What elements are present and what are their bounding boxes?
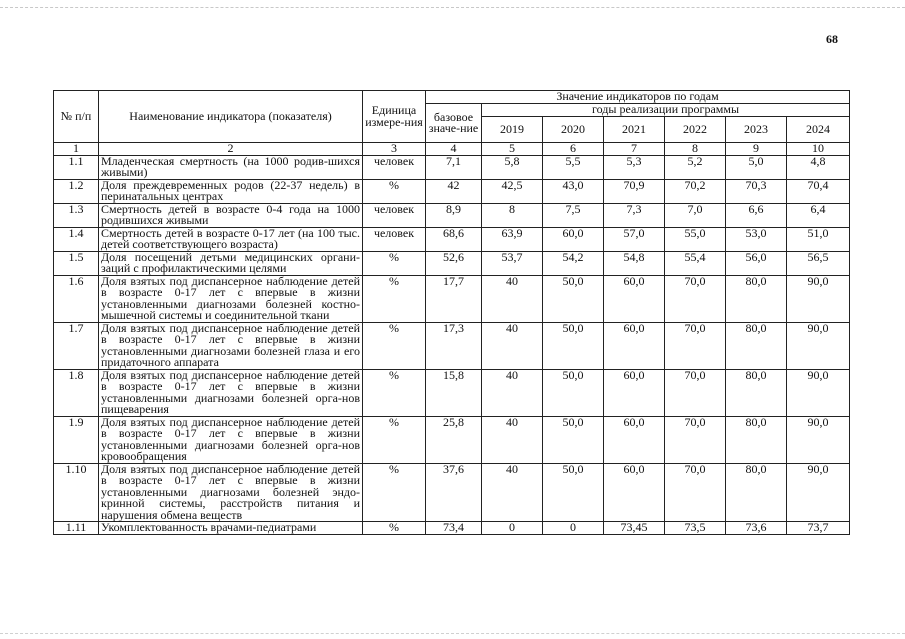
year-value: 73,7 bbox=[787, 522, 850, 535]
year-value: 54,2 bbox=[543, 251, 604, 275]
header-no: № п/п bbox=[54, 91, 99, 143]
row-number: 1.3 bbox=[54, 203, 99, 227]
year-value: 54,8 bbox=[604, 251, 665, 275]
indicator-unit: % bbox=[363, 251, 426, 275]
year-value: 7,0 bbox=[665, 203, 726, 227]
year-value: 73,45 bbox=[604, 522, 665, 535]
indicator-unit: человек bbox=[363, 155, 426, 179]
row-number: 1.11 bbox=[54, 522, 99, 535]
year-value: 80,0 bbox=[726, 275, 787, 322]
row-number: 1.9 bbox=[54, 416, 99, 463]
indicator-name: Младенческая смертность (на 1000 родив-шихся живыми) bbox=[99, 155, 363, 179]
year-value: 70,0 bbox=[665, 322, 726, 369]
table-row bbox=[54, 463, 850, 522]
year-value: 70,9 bbox=[604, 179, 665, 203]
header-base: базовое значе-ние bbox=[426, 104, 482, 143]
table-row bbox=[54, 251, 850, 275]
year-value: 40 bbox=[482, 275, 543, 322]
scan-edge-bottom bbox=[0, 633, 905, 634]
year-value: 55,4 bbox=[665, 251, 726, 275]
year-value: 90,0 bbox=[787, 416, 850, 463]
year-value: 43,0 bbox=[543, 179, 604, 203]
header-year: 2024 bbox=[787, 117, 850, 143]
column-number: 9 bbox=[726, 143, 787, 156]
row-number: 1.2 bbox=[54, 179, 99, 203]
year-value: 51,0 bbox=[787, 227, 850, 251]
year-value: 80,0 bbox=[726, 369, 787, 416]
year-value: 60,0 bbox=[543, 227, 604, 251]
indicator-unit: % bbox=[363, 522, 426, 535]
row-number: 1.8 bbox=[54, 369, 99, 416]
indicator-name: Доля взятых под диспансерное наблюдение детей в возрасте 0-17 лет с впервые в жизни установленными диагнозами болезней глаза и его придаточного аппарата bbox=[99, 322, 363, 369]
year-value: 80,0 bbox=[726, 463, 787, 522]
year-value: 70,2 bbox=[665, 179, 726, 203]
year-value: 63,9 bbox=[482, 227, 543, 251]
indicator-name: Доля взятых под диспансерное наблюдение детей в возрасте 0-17 лет с впервые в жизни установленными диагнозами болезней эндо-кринной системы, расстройств питания и нарушения обмена веществ bbox=[99, 463, 363, 522]
year-value: 60,0 bbox=[604, 369, 665, 416]
indicator-unit: % bbox=[363, 322, 426, 369]
table-row bbox=[54, 416, 850, 463]
year-value: 70,0 bbox=[665, 416, 726, 463]
indicator-name: Доля взятых под диспансерное наблюдение детей в возрасте 0-17 лет с впервые в жизни установленными диагнозами болезней костно-мышечной системы и соединительной ткани bbox=[99, 275, 363, 322]
page-number: 68 bbox=[826, 32, 838, 46]
table-row bbox=[54, 227, 850, 251]
year-value: 70,4 bbox=[787, 179, 850, 203]
year-value: 0 bbox=[543, 522, 604, 535]
header-name: Наименование индикатора (показателя) bbox=[99, 91, 363, 143]
year-value: 53,0 bbox=[726, 227, 787, 251]
base-value: 42 bbox=[426, 179, 482, 203]
indicator-unit: % bbox=[363, 369, 426, 416]
base-value: 8,9 bbox=[426, 203, 482, 227]
indicator-name: Укомплектованность врачами-педиатрами bbox=[99, 522, 363, 535]
indicator-name: Доля взятых под диспансерное наблюдение детей в возрасте 0-17 лет с впервые в жизни установленными диагнозами болезней орга-нов кровообращения bbox=[99, 416, 363, 463]
base-value: 17,7 bbox=[426, 275, 482, 322]
year-value: 5,5 bbox=[543, 155, 604, 179]
indicator-name: Доля преждевременных родов (22-37 недель) в перинатальных центрах bbox=[99, 179, 363, 203]
indicator-name: Доля посещений детьми медицинских органи-заций с профилактическими целями bbox=[99, 251, 363, 275]
year-value: 60,0 bbox=[604, 322, 665, 369]
table-row bbox=[54, 275, 850, 322]
header-years-group: годы реализации программы bbox=[482, 104, 850, 117]
year-value: 60,0 bbox=[604, 416, 665, 463]
year-value: 80,0 bbox=[726, 416, 787, 463]
column-number: 1 bbox=[54, 143, 99, 156]
column-number: 8 bbox=[665, 143, 726, 156]
year-value: 70,0 bbox=[665, 463, 726, 522]
table-row bbox=[54, 179, 850, 203]
header-year: 2021 bbox=[604, 117, 665, 143]
year-value: 60,0 bbox=[604, 275, 665, 322]
scan-edge-top bbox=[0, 7, 905, 8]
base-value: 15,8 bbox=[426, 369, 482, 416]
year-value: 56,5 bbox=[787, 251, 850, 275]
year-value: 73,6 bbox=[726, 522, 787, 535]
column-number: 4 bbox=[426, 143, 482, 156]
year-value: 50,0 bbox=[543, 275, 604, 322]
table-body bbox=[54, 155, 850, 534]
column-number: 7 bbox=[604, 143, 665, 156]
year-value: 50,0 bbox=[543, 322, 604, 369]
column-number: 5 bbox=[482, 143, 543, 156]
year-value: 40 bbox=[482, 322, 543, 369]
year-value: 40 bbox=[482, 369, 543, 416]
table-row bbox=[54, 322, 850, 369]
year-value: 57,0 bbox=[604, 227, 665, 251]
indicator-name: Доля взятых под диспансерное наблюдение детей в возрасте 0-17 лет с впервые в жизни установленными диагнозами болезней орга-нов пищеварения bbox=[99, 369, 363, 416]
indicator-unit: % bbox=[363, 416, 426, 463]
header-year: 2020 bbox=[543, 117, 604, 143]
year-value: 90,0 bbox=[787, 322, 850, 369]
header-unit: Единица измере-ния bbox=[363, 91, 426, 143]
year-value: 60,0 bbox=[604, 463, 665, 522]
year-value: 80,0 bbox=[726, 322, 787, 369]
row-number: 1.7 bbox=[54, 322, 99, 369]
base-value: 7,1 bbox=[426, 155, 482, 179]
table-row bbox=[54, 522, 850, 535]
row-number: 1.1 bbox=[54, 155, 99, 179]
year-value: 5,2 bbox=[665, 155, 726, 179]
column-number: 6 bbox=[543, 143, 604, 156]
table-row bbox=[54, 369, 850, 416]
year-value: 90,0 bbox=[787, 275, 850, 322]
year-value: 70,0 bbox=[665, 275, 726, 322]
year-value: 40 bbox=[482, 416, 543, 463]
column-number: 3 bbox=[363, 143, 426, 156]
row-number: 1.5 bbox=[54, 251, 99, 275]
row-number: 1.6 bbox=[54, 275, 99, 322]
year-value: 4,8 bbox=[787, 155, 850, 179]
year-value: 5,3 bbox=[604, 155, 665, 179]
year-value: 8 bbox=[482, 203, 543, 227]
base-value: 17,3 bbox=[426, 322, 482, 369]
base-value: 37,6 bbox=[426, 463, 482, 522]
column-number: 10 bbox=[787, 143, 850, 156]
year-value: 6,6 bbox=[726, 203, 787, 227]
indicator-name: Смертность детей в возрасте 0-4 года на 1000 родившихся живыми bbox=[99, 203, 363, 227]
year-value: 90,0 bbox=[787, 369, 850, 416]
base-value: 73,4 bbox=[426, 522, 482, 535]
year-value: 70,0 bbox=[665, 369, 726, 416]
table-row bbox=[54, 155, 850, 179]
year-value: 56,0 bbox=[726, 251, 787, 275]
column-number: 2 bbox=[99, 143, 363, 156]
indicator-unit: % bbox=[363, 463, 426, 522]
header-year: 2023 bbox=[726, 117, 787, 143]
row-number: 1.4 bbox=[54, 227, 99, 251]
year-value: 55,0 bbox=[665, 227, 726, 251]
header-year: 2019 bbox=[482, 117, 543, 143]
row-number: 1.10 bbox=[54, 463, 99, 522]
year-value: 73,5 bbox=[665, 522, 726, 535]
year-value: 50,0 bbox=[543, 369, 604, 416]
year-value: 70,3 bbox=[726, 179, 787, 203]
base-value: 52,6 bbox=[426, 251, 482, 275]
year-value: 50,0 bbox=[543, 463, 604, 522]
year-value: 7,5 bbox=[543, 203, 604, 227]
indicators-table bbox=[53, 90, 850, 535]
base-value: 25,8 bbox=[426, 416, 482, 463]
year-value: 53,7 bbox=[482, 251, 543, 275]
header-year: 2022 bbox=[665, 117, 726, 143]
year-value: 90,0 bbox=[787, 463, 850, 522]
header-values-group: Значение индикаторов по годам bbox=[426, 91, 850, 104]
table-row bbox=[54, 203, 850, 227]
indicator-unit: человек bbox=[363, 227, 426, 251]
year-value: 6,4 bbox=[787, 203, 850, 227]
year-value: 5,8 bbox=[482, 155, 543, 179]
year-value: 7,3 bbox=[604, 203, 665, 227]
indicator-unit: % bbox=[363, 275, 426, 322]
indicator-unit: % bbox=[363, 179, 426, 203]
year-value: 42,5 bbox=[482, 179, 543, 203]
year-value: 5,0 bbox=[726, 155, 787, 179]
year-value: 0 bbox=[482, 522, 543, 535]
indicator-unit: человек bbox=[363, 203, 426, 227]
indicator-name: Смертность детей в возрасте 0-17 лет (на 100 тыс. детей соответствующего возраста) bbox=[99, 227, 363, 251]
year-value: 40 bbox=[482, 463, 543, 522]
year-value: 50,0 bbox=[543, 416, 604, 463]
base-value: 68,6 bbox=[426, 227, 482, 251]
